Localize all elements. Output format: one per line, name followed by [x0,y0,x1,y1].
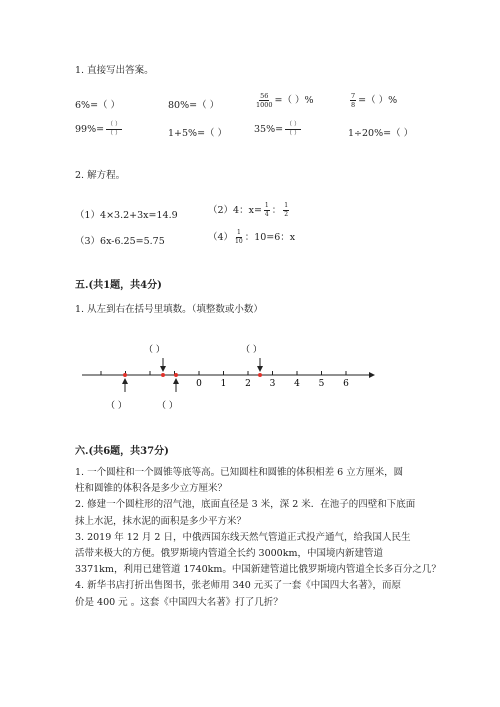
question-line: 价是 400 元 。这套《中国四大名著》打了几折？ [75,596,283,608]
q1-item-7: 35%= $\frac{( )}{( )}$ [254,121,300,137]
s6-questions [75,465,441,611]
equation-4: （4） $\frac{1}{10}$ ：10=6：x [208,229,296,245]
fraction: $\frac{( )}{( )}$ [286,121,300,137]
fraction: $\frac{56}{1000}$ [256,91,273,109]
section-5-header: 五.(共1题，共4分) [75,280,162,291]
question-line: 2. 修建一个圆柱形的沼气池，底面直径是 3 米，深 2 米．在池子的四壁和下底面 [75,499,416,511]
blank-top: （ ） [241,345,262,355]
section-6-header: 六.(共6题，共37分) [75,446,169,457]
equation-1: （1）4×3.2+3x=14.9 [75,210,178,221]
question-line: 4. 新华书店打折出售图书，张老师用 340 元买了一套《中国四大名著》，而原 [75,580,402,592]
blank-bottom: （ ） [106,401,127,411]
point-marker [161,373,165,377]
q1-item-8: 1÷20%=（ ） [348,128,414,139]
question-line: 活带来极大的方便。俄罗斯境内管道全长约 3000km，中国境内新建管道 [75,548,383,560]
s5-question-1: 1. 从左到右在括号里填数。（填整数或小数） [75,304,263,315]
tick-label: 5 [318,379,325,389]
q2-title: 2. 解方程。 [75,170,126,181]
tick-label: 1 [220,379,227,389]
q1-item-1: 6%=（ ） [75,100,121,111]
fraction: $\frac{1}{2}$ [284,202,289,218]
question-line: 1. 一个圆柱和一个圆锥等底等高。已知圆柱和圆锥的体积相差 6 立方厘米，圆 [75,467,404,478]
tick-label: 0 [196,379,202,389]
point-marker [258,373,262,377]
fraction: $\frac{( )}{( )}$ [107,121,121,137]
point-marker [174,373,178,377]
q1-item-2: 80%=（ ） [168,100,220,111]
tick-labels [196,379,349,389]
tick-label: 4 [294,379,300,389]
tick-label: 3 [269,379,276,389]
number-line [78,340,378,415]
q1-item-6: 1+5%=（ ） [168,128,228,139]
point-marker [123,373,127,377]
q1-item-3: $\frac{56}{1000}$ =（ ）% [256,91,314,109]
question-line: 3371km，利用已建管道 1740km。中国新建管道比俄罗斯境内管道全长多百分之几？ [75,564,441,576]
q1-title: 1. 直接写出答案。 [75,65,154,76]
fraction: $\frac{7}{8}$ [351,91,356,109]
blank-top: （ ） [144,345,165,355]
tick-label: 2 [245,379,251,389]
equation-2: （2）4：x= $\frac{1}{4}$ ： $\frac{1}{2}$ [208,202,289,218]
question-line: 抹上水泥，抹水泥的面积是多少平方米？ [75,515,247,527]
question-line: 柱和圆锥的体积各是多少立方厘米？ [75,483,228,495]
blank-bottom: （ ） [157,401,178,411]
tick-marks [78,371,346,375]
q1-item-4: $\frac{7}{8}$ =（ ）% [351,91,398,109]
fraction: $\frac{1}{4}$ [264,202,269,218]
equation-3: （3）6x-6.25=5.75 [75,236,165,247]
q1-item-5: 99%= $\frac{( )}{( )}$ [75,121,121,137]
fraction: $\frac{1}{10}$ [235,229,243,245]
question-line: 3. 2019 年 12 月 2 日，中俄西国东线天然气管道正式投产通气，给我国人民生 [75,531,411,543]
tick-label: 6 [343,379,349,389]
